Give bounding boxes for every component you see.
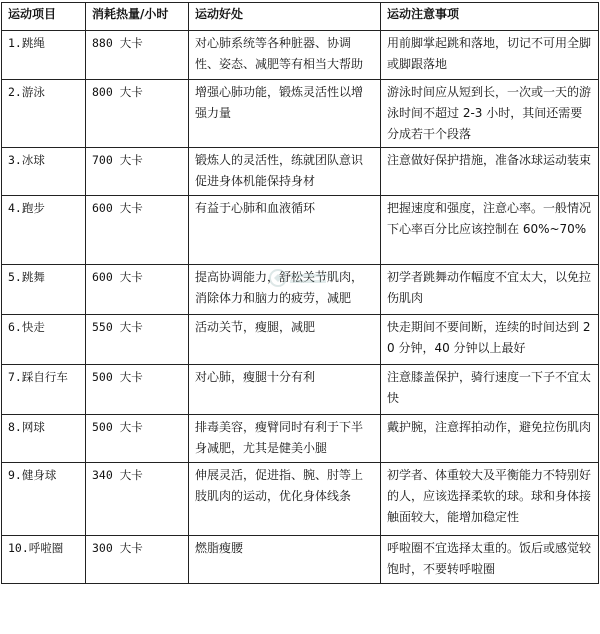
- cell-item: 3.冰球: [2, 148, 86, 196]
- cell-calories: 300 大卡: [86, 536, 189, 584]
- cell-benefit: 排毒美容，瘦臂同时有利于下半身减肥，尤其是健美小腿: [189, 415, 381, 463]
- cell-note: 注意膝盖保护，骑行速度一下子不宜太快: [381, 365, 599, 415]
- cell-item: 4.跑步: [2, 196, 86, 265]
- cell-note: 初学者跳舞动作幅度不宜太大，以免拉伤肌肉: [381, 265, 599, 315]
- cell-item: 7.踩自行车: [2, 365, 86, 415]
- exercise-calorie-table: [1, 2, 599, 584]
- cell-benefit: 增强心肺功能，锻炼灵活性以增强力量: [189, 80, 381, 148]
- cell-calories: 340 大卡: [86, 463, 189, 536]
- cell-item: 2.游泳: [2, 80, 86, 148]
- cell-benefit: 对心肺系统等各种脏器、协调性、姿态、减肥等有相当大帮助: [189, 31, 381, 80]
- table-row: [2, 536, 599, 584]
- cell-note: 游泳时间应从短到长，一次或一天的游泳时间不超过 2-3 小时，其间还需要分成若干个段落: [381, 80, 599, 148]
- cell-benefit: 锻炼人的灵活性，练就团队意识促进身体机能保持身材: [189, 148, 381, 196]
- cell-item: 8.网球: [2, 415, 86, 463]
- cell-benefit: 伸展灵活，促进指、腕、肘等上肢肌肉的运动，优化身体线条: [189, 463, 381, 536]
- table-row: [2, 31, 599, 80]
- header-item: 运动项目: [2, 3, 86, 31]
- header-note: 运动注意事项: [381, 3, 599, 31]
- cell-calories: 500 大卡: [86, 415, 189, 463]
- table-row: [2, 415, 599, 463]
- cell-calories: 880 大卡: [86, 31, 189, 80]
- header-calories: 消耗热量/小时: [86, 3, 189, 31]
- table-row: [2, 80, 599, 148]
- cell-note: 注意做好保护措施，准备冰球运动装束: [381, 148, 599, 196]
- table-row: [2, 315, 599, 365]
- cell-calories: 550 大卡: [86, 315, 189, 365]
- table-row: [2, 196, 599, 265]
- cell-item: 10.呼啦圈: [2, 536, 86, 584]
- cell-benefit: 提高协调能力，舒松关节肌肉，消除体力和脑力的疲劳，减肥: [189, 265, 381, 315]
- table-row: [2, 463, 599, 536]
- table-header-row: [2, 3, 599, 31]
- cell-item: 1.跳绳: [2, 31, 86, 80]
- cell-calories: 600 大卡: [86, 196, 189, 265]
- header-benefit: 运动好处: [189, 3, 381, 31]
- cell-calories: 800 大卡: [86, 80, 189, 148]
- cell-note: 把握速度和强度，注意心率。一般情况下心率百分比应该控制在 60%~70%: [381, 196, 599, 265]
- cell-calories: 500 大卡: [86, 365, 189, 415]
- cell-item: 6.快走: [2, 315, 86, 365]
- cell-benefit: 对心肺，瘦腿十分有利: [189, 365, 381, 415]
- cell-note: 用前脚掌起跳和落地，切记不可用全脚或脚跟落地: [381, 31, 599, 80]
- table-row: [2, 265, 599, 315]
- cell-item: 9.健身球: [2, 463, 86, 536]
- table-row: [2, 148, 599, 196]
- cell-item: 5.跳舞: [2, 265, 86, 315]
- cell-note: 初学者、体重较大及平衡能力不特别好的人，应该选择柔软的球。球和身体接触面较大，能增加稳定性: [381, 463, 599, 536]
- cell-benefit: 燃脂瘦腰: [189, 536, 381, 584]
- table-row: [2, 365, 599, 415]
- cell-note: 呼啦圈不宜选择太重的。饭后或感觉较饱时，不要转呼啦圈: [381, 536, 599, 584]
- cell-note: 快走期间不要间断，连续的时间达到 20 分钟，40 分钟以上最好: [381, 315, 599, 365]
- cell-note: 戴护腕，注意挥拍动作，避免拉伤肌肉: [381, 415, 599, 463]
- cell-calories: 700 大卡: [86, 148, 189, 196]
- cell-calories: 600 大卡: [86, 265, 189, 315]
- cell-benefit: 活动关节，瘦腿，减肥: [189, 315, 381, 365]
- cell-benefit: 有益于心肺和血液循环: [189, 196, 381, 265]
